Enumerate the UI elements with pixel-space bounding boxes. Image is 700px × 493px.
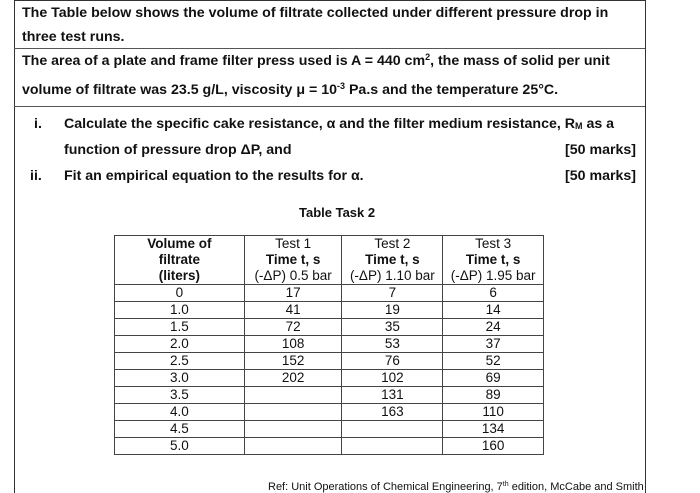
problem-line-4: volume of filtrate was 23.5 g/L, viscosity $\mu = 10^{-3}$ Pa.s and the temperature 25°C. [22, 81, 559, 98]
header-test-3: Test 3 Time t, s (-ΔP) 1.95 bar [443, 236, 544, 285]
table-cell: 24 [443, 319, 544, 336]
table-cell: 35 [342, 319, 443, 336]
problem-line-2: three test runs. [22, 29, 125, 45]
table-cell: 4.0 [115, 404, 245, 421]
table-cell: 41 [244, 302, 342, 319]
table-row [115, 285, 544, 302]
table-cell: 6 [443, 285, 544, 302]
table-row [115, 353, 544, 370]
table-cell: 2.5 [115, 353, 245, 370]
table-cell: 2.0 [115, 336, 245, 353]
table-cell: 134 [443, 421, 544, 438]
table-cell: 89 [443, 387, 544, 404]
table-cell: 160 [443, 438, 544, 455]
table-cell: 163 [342, 404, 443, 421]
question-2-text: Fit an empirical equation to the results for α. [64, 168, 364, 184]
table-row [115, 387, 544, 404]
question-2-marks: [50 marks] [565, 168, 636, 184]
table-cell: 0 [115, 285, 245, 302]
table-row [115, 370, 544, 387]
table-row [115, 336, 544, 353]
table-cell [244, 404, 342, 421]
table-cell: 202 [244, 370, 342, 387]
table-cell: 19 [342, 302, 443, 319]
table-cell: 1.0 [115, 302, 245, 319]
question-1-marks: [50 marks] [565, 142, 636, 158]
question-2-number: ii. [30, 168, 42, 184]
divider [14, 0, 645, 1]
table-cell: 102 [342, 370, 443, 387]
table-row [115, 421, 544, 438]
table-cell [244, 421, 342, 438]
question-1-text: Calculate the specific cake resistance, α and the filter medium resistance, $R_M$ as a [64, 116, 615, 132]
table-cell: 7 [342, 285, 443, 302]
table-cell: 76 [342, 353, 443, 370]
table-cell: 4.5 [115, 421, 245, 438]
table-cell: 1.5 [115, 319, 245, 336]
table-cell: 53 [342, 336, 443, 353]
header-test-2: Test 2 Time t, s (-ΔP) 1.10 bar [342, 236, 443, 285]
table-cell: 152 [244, 353, 342, 370]
table-cell: 72 [244, 319, 342, 336]
header-volume: Volume of filtrate (liters) [115, 236, 245, 285]
table-cell: 3.5 [115, 387, 245, 404]
question-1-number: i. [34, 116, 42, 132]
filtrate-data-table [114, 235, 544, 455]
table-cell: 52 [443, 353, 544, 370]
table-cell: 69 [443, 370, 544, 387]
table-cell: 110 [443, 404, 544, 421]
divider [14, 48, 645, 49]
table-cell: 37 [443, 336, 544, 353]
table-cell [244, 387, 342, 404]
table-row [115, 302, 544, 319]
table-header-row [115, 236, 544, 285]
table-cell: 5.0 [115, 438, 245, 455]
header-test-1: Test 1 Time t, s (-ΔP) 0.5 bar [244, 236, 342, 285]
table-cell: 3.0 [115, 370, 245, 387]
question-1-text-cont: function of pressure drop ΔP, and [64, 142, 292, 158]
reference-note: Ref: Unit Operations of Chemical Engineering, 7th edition, McCabe and Smith [268, 481, 644, 493]
table-cell [342, 421, 443, 438]
table-cell: 131 [342, 387, 443, 404]
table-cell: 17 [244, 285, 342, 302]
table-cell [342, 438, 443, 455]
problem-line-1: The Table below shows the volume of filtrate collected under different pressure drop in [22, 5, 609, 21]
divider [14, 106, 645, 107]
table-row [115, 319, 544, 336]
table-cell: 108 [244, 336, 342, 353]
table-row [115, 438, 544, 455]
problem-line-3: The area of a plate and frame filter press used is A = 440 $cm^2$, the mass of solid per unit [22, 52, 610, 69]
table-row [115, 404, 544, 421]
table-cell [244, 438, 342, 455]
table-caption: Table Task 2 [299, 205, 376, 220]
table-cell: 14 [443, 302, 544, 319]
